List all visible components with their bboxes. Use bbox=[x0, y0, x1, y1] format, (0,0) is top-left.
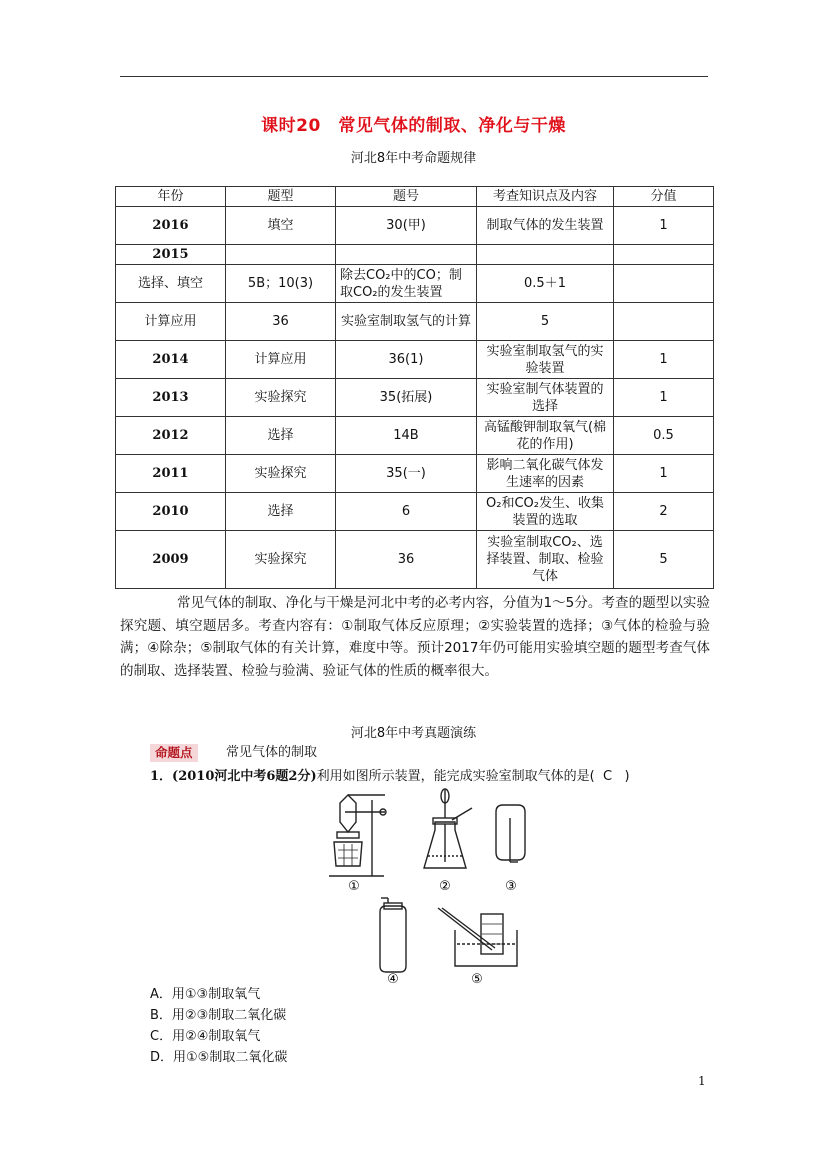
question-number: 1． bbox=[150, 769, 173, 784]
option-b: B．用②③制取二氧化碳 bbox=[150, 1008, 287, 1023]
apparatus-1-heating bbox=[329, 795, 386, 876]
table-cell: 计算应用 bbox=[116, 303, 226, 341]
table-cell: 5B；10(3) bbox=[226, 265, 336, 303]
table-cell: 5 bbox=[614, 531, 714, 589]
table-cell: 2011 bbox=[116, 455, 226, 493]
question-answer: C bbox=[602, 769, 613, 784]
table-cell: 35(一) bbox=[336, 455, 477, 493]
option-c: C．用②④制取氧气 bbox=[150, 1029, 261, 1044]
table-cell: 0.5 bbox=[614, 417, 714, 455]
section-subtitle-law: 河北8年中考命题规律 bbox=[350, 151, 477, 166]
header-score: 分值 bbox=[614, 187, 714, 207]
table-cell: 制取气体的发生装置 bbox=[477, 207, 614, 245]
table-cell: 选择 bbox=[226, 417, 336, 455]
header-content: 考查知识点及内容 bbox=[477, 187, 614, 207]
table-cell: O₂和CO₂发生、收集装置的选取 bbox=[477, 493, 614, 531]
table-cell: 0.5＋1 bbox=[477, 265, 614, 303]
section-subtitle-practice: 河北8年中考真题演练 bbox=[350, 726, 477, 741]
table-cell: 实验室制取氢气的实验装置 bbox=[477, 341, 614, 379]
table-cell: 选择 bbox=[226, 493, 336, 531]
table-cell: 36 bbox=[226, 303, 336, 341]
question-source: (2010河北中考6题2分) bbox=[172, 769, 317, 784]
option-d: D．用①⑤制取二氧化碳 bbox=[150, 1050, 288, 1065]
question-text: 利用如图所示装置，能完成实验室制取气体的是( bbox=[316, 769, 595, 784]
figure-label-1: ① bbox=[348, 879, 360, 894]
table-cell: 计算应用 bbox=[226, 341, 336, 379]
table-cell: 5 bbox=[477, 303, 614, 341]
option-a: A．用①③制取氧气 bbox=[150, 987, 261, 1002]
table-cell: 填空 bbox=[226, 207, 336, 245]
table-cell: 2 bbox=[614, 493, 714, 531]
table-cell: 实验探究 bbox=[226, 455, 336, 493]
table-cell: 实验室制取氢气的计算 bbox=[336, 303, 477, 341]
table-cell: 1 bbox=[614, 341, 714, 379]
header-type: 题型 bbox=[226, 187, 336, 207]
question-close: ) bbox=[624, 769, 630, 784]
figure-label-5: ⑤ bbox=[471, 972, 483, 987]
table-cell: 实验探究 bbox=[226, 531, 336, 589]
figure-label-2: ② bbox=[439, 879, 451, 894]
figure-label-4: ④ bbox=[387, 972, 399, 987]
figure-label-3: ③ bbox=[505, 879, 517, 894]
table-cell: 实验探究 bbox=[226, 379, 336, 417]
page-number: 1 bbox=[698, 1074, 706, 1088]
table-cell: 2010 bbox=[116, 493, 226, 531]
table-cell: 选择、填空 bbox=[116, 265, 226, 303]
table-cell: 实验室制取CO₂、选择装置、制取、检验气体 bbox=[477, 531, 614, 589]
table-cell: 30(甲) bbox=[336, 207, 477, 245]
table-cell: 2013 bbox=[116, 379, 226, 417]
topic-text: 常见气体的制取 bbox=[226, 745, 318, 760]
apparatus-3-gas-bottle bbox=[496, 805, 525, 862]
table-cell: 14B bbox=[336, 417, 477, 455]
table-cell: 1 bbox=[614, 379, 714, 417]
table-cell: 2014 bbox=[116, 341, 226, 379]
apparatus-5-water-trough bbox=[438, 908, 517, 966]
table-cell: 2016 bbox=[116, 207, 226, 245]
apparatus-4-collection-bottle bbox=[380, 898, 406, 972]
table-cell: 高锰酸钾制取氧气(棉花的作用) bbox=[477, 417, 614, 455]
header-year: 年份 bbox=[116, 187, 226, 207]
table-cell: 36(1) bbox=[336, 341, 477, 379]
apparatus-2-flask bbox=[424, 789, 472, 868]
table-cell: 1 bbox=[614, 207, 714, 245]
table-cell: 除去CO₂中的CO；制取CO₂的发生装置 bbox=[336, 265, 477, 303]
summary-paragraph: 常见气体的制取、净化与干燥是河北中考的必考内容，分值为1～5分。考查的题型以实验探究题、填空题居多。考查内容有：①制取气体反应原理；②实验装置的选择；③气体的检验与验满；④除杂；⑤制取气体的有关计算，难度中等。预计2017年仍可能用实验填空题的题型考查气体的制取、选择装置、检验与验满、验证气体的性质的概率很大。 bbox=[120, 595, 710, 679]
table-cell: 6 bbox=[336, 493, 477, 531]
page-title: 课时20 常见气体的制取、净化与干燥 bbox=[261, 116, 566, 136]
table-cell: 影响二氧化碳气体发生速率的因素 bbox=[477, 455, 614, 493]
table-cell: 实验室制气体装置的选择 bbox=[477, 379, 614, 417]
table-cell: 1 bbox=[614, 455, 714, 493]
topic-tag: 命题点 bbox=[150, 744, 198, 762]
table-cell: 35(拓展) bbox=[336, 379, 477, 417]
table-cell: 2012 bbox=[116, 417, 226, 455]
header-number: 题号 bbox=[336, 187, 477, 207]
table-cell: 36 bbox=[336, 531, 477, 589]
table-cell: 2015 bbox=[116, 245, 226, 265]
table-cell: 2009 bbox=[116, 531, 226, 589]
